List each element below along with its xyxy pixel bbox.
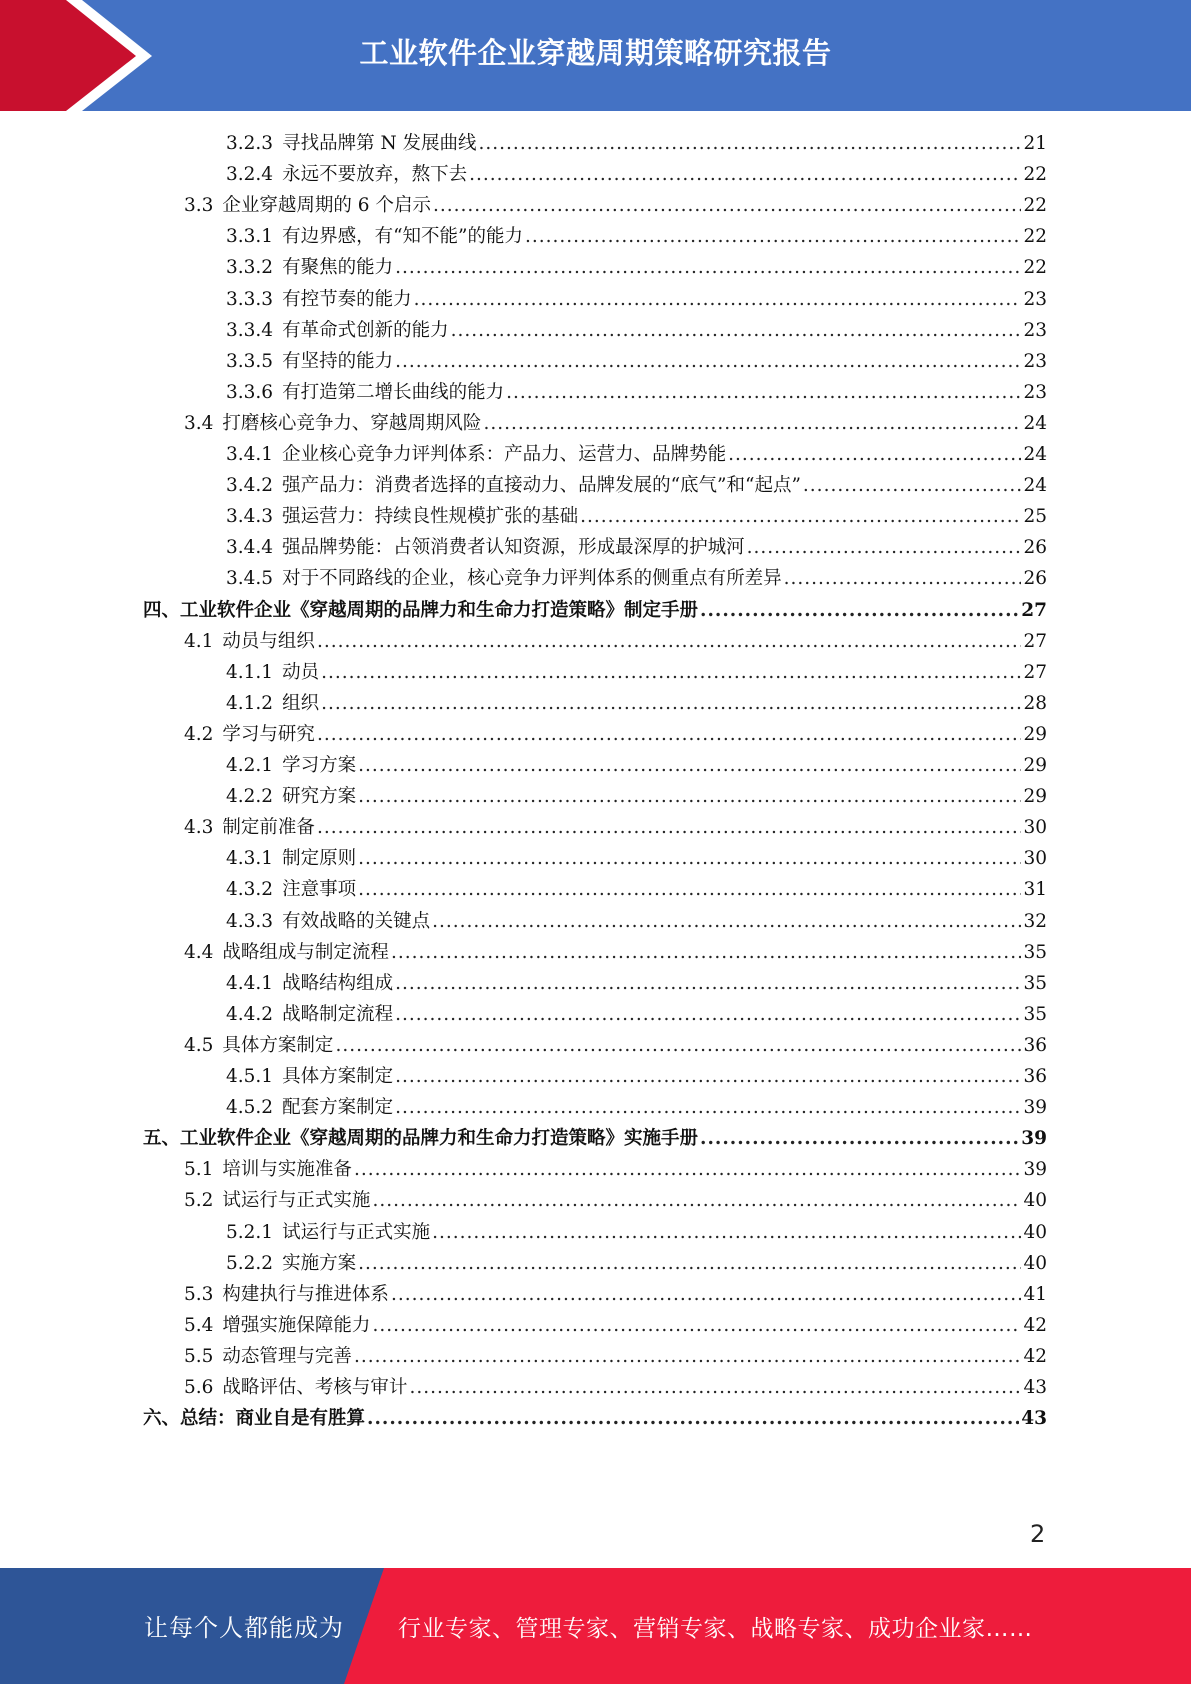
toc-entry-label: 试运行与正式实施	[222, 1190, 371, 1212]
toc-dot-leader	[372, 1310, 1021, 1341]
toc-dot-leader	[395, 999, 1021, 1030]
toc-entry-page: 29	[1023, 755, 1047, 776]
toc-dot-leader	[317, 812, 1022, 843]
toc-entry-label: 打磨核心竞争力、穿越周期风险	[222, 412, 482, 434]
toc-dot-leader	[479, 128, 1022, 159]
toc-entry-number: 3.4.3	[226, 506, 274, 528]
toc-entry-label: 战略制定流程	[282, 1003, 394, 1025]
toc-entry-label: 培训与实施准备	[222, 1159, 352, 1181]
toc-entry-page: 30	[1023, 817, 1047, 839]
toc-entry-label: 永远不要放弃，熬下去	[282, 164, 468, 186]
toc-entry-page: 24	[1023, 444, 1047, 465]
toc-entry-label: 研究方案	[282, 786, 357, 808]
toc-entry[interactable]	[226, 221, 1047, 252]
toc-entry-label: 构建执行与推进体系	[222, 1283, 389, 1305]
toc-dot-leader	[317, 626, 1022, 657]
toc-entry[interactable]	[226, 159, 1047, 190]
toc-entry-page: 24	[1023, 475, 1047, 497]
toc-dot-leader	[321, 657, 1021, 688]
toc-entry-number: 4.1	[184, 630, 214, 652]
toc-entry-page: 36	[1023, 1066, 1047, 1087]
toc-entry-page: 42	[1023, 1345, 1047, 1367]
toc-entry-page: 40	[1023, 1190, 1047, 1212]
toc-entry[interactable]	[226, 563, 1047, 594]
toc-dot-leader	[784, 563, 1022, 594]
toc-entry[interactable]	[226, 252, 1047, 283]
toc-entry-page: 22	[1023, 226, 1047, 248]
toc-entry-page: 35	[1023, 941, 1047, 963]
toc-dot-leader	[354, 1341, 1022, 1372]
toc-entry[interactable]	[184, 1310, 1047, 1341]
toc-entry-label: 战略组成与制定流程	[222, 941, 389, 963]
toc-entry-number: 5.2.1	[226, 1221, 274, 1243]
toc-entry[interactable]	[226, 1248, 1047, 1279]
page-number: 2	[1030, 1520, 1046, 1548]
toc-dot-leader	[367, 1403, 1019, 1434]
toc-entry-label: 工业软件企业《穿越周期的品牌力和生命力打造策略》实施手册	[180, 1128, 699, 1150]
toc-entry-label: 有打造第二增长曲线的能力	[282, 381, 505, 403]
toc-entry[interactable]	[226, 1061, 1047, 1092]
toc-entry-number: 3.4.5	[226, 568, 274, 590]
toc-entry-label: 强运营力：持续良性规模扩张的基础	[282, 506, 579, 528]
toc-dot-leader	[354, 1154, 1022, 1185]
toc-entry-page: 39	[1021, 1128, 1047, 1150]
toc-dot-leader	[358, 781, 1021, 812]
toc-entry-label: 有聚焦的能力	[282, 257, 394, 279]
toc-entry-page: 30	[1023, 848, 1047, 870]
toc-entry-number: 5.6	[184, 1377, 214, 1398]
toc-dot-leader	[747, 532, 1022, 563]
toc-entry-number: 3.4.1	[226, 444, 274, 465]
toc-entry-number: 3.3.4	[226, 319, 274, 341]
toc-entry-number: 5.4	[184, 1314, 214, 1336]
toc-entry-page: 35	[1023, 1003, 1047, 1025]
toc-entry-label: 有控节奏的能力	[282, 288, 412, 310]
toc-entry-label: 配套方案制定	[282, 1097, 394, 1119]
toc-entry-number: 3.2.4	[226, 164, 274, 186]
toc-entry-page: 22	[1023, 195, 1047, 217]
toc-entry-page: 23	[1023, 319, 1047, 341]
toc-entry-number: 4.3.1	[226, 848, 274, 870]
toc-entry-label: 企业穿越周期的 6 个启示	[222, 195, 431, 217]
page-header	[0, 0, 1191, 111]
toc-dot-leader	[433, 190, 1021, 221]
toc-entry-page: 39	[1023, 1097, 1047, 1119]
toc-entry[interactable]	[184, 1341, 1047, 1372]
toc-dot-leader	[432, 1217, 1021, 1248]
toc-entry[interactable]	[226, 1092, 1047, 1123]
toc-entry-label: 动员	[282, 661, 320, 683]
toc-entry-number: 3.4.2	[226, 475, 274, 497]
toc-entry-page: 22	[1023, 257, 1047, 279]
toc-entry-number: 3.2.3	[226, 133, 274, 154]
toc-entry-label: 组织	[282, 692, 320, 714]
toc-dot-leader	[483, 408, 1021, 439]
toc-entry-label: 实施方案	[282, 1252, 357, 1274]
toc-entry[interactable]	[184, 1030, 1047, 1061]
footer-slogan-left: 让每个人都能成为	[144, 1614, 344, 1642]
toc-entry[interactable]	[226, 346, 1047, 377]
toc-entry-number: 4.4.2	[226, 1003, 274, 1025]
toc-entry[interactable]	[226, 501, 1047, 532]
toc-dot-leader	[700, 1123, 1019, 1154]
toc-dot-leader	[395, 252, 1021, 283]
toc-entry[interactable]	[184, 626, 1047, 657]
toc-entry[interactable]	[226, 1217, 1047, 1248]
toc-entry[interactable]	[143, 1123, 1047, 1154]
toc-entry[interactable]	[226, 315, 1047, 346]
toc-entry-number: 4.3	[184, 817, 214, 839]
toc-dot-leader	[358, 843, 1021, 874]
toc-entry-label: 有边界感，有“知不能”的能力	[282, 226, 523, 248]
toc-dot-leader	[395, 1061, 1021, 1092]
toc-entry-page: 39	[1023, 1159, 1047, 1181]
toc-entry-page: 24	[1023, 412, 1047, 434]
toc-entry-label: 工业软件企业《穿越周期的品牌力和生命力打造策略》制定手册	[180, 599, 699, 621]
toc-entry-label: 企业核心竞争力评判体系：产品力、运营力、品牌势能	[282, 444, 727, 465]
toc-entry-page: 42	[1023, 1314, 1047, 1336]
toc-dot-leader	[317, 719, 1022, 750]
toc-dot-leader	[580, 501, 1021, 532]
toc-entry[interactable]	[143, 1403, 1047, 1434]
toc-entry[interactable]	[184, 1154, 1047, 1185]
toc-entry-number: 3.3.6	[226, 381, 274, 403]
toc-dot-leader	[525, 221, 1021, 252]
toc-entry-number: 4.2.2	[226, 786, 274, 808]
toc-entry-page: 40	[1023, 1252, 1047, 1274]
toc-dot-leader	[506, 377, 1021, 408]
toc-entry-number: 4.4	[184, 941, 214, 963]
toc-entry-page: 27	[1023, 661, 1047, 683]
toc-entry[interactable]	[184, 190, 1047, 221]
toc-dot-leader	[803, 470, 1022, 501]
toc-dot-leader	[728, 439, 1021, 470]
toc-dot-leader	[335, 1030, 1021, 1061]
toc-entry-page: 25	[1023, 506, 1047, 528]
toc-entry-label: 寻找品牌第 N 发展曲线	[282, 133, 477, 154]
toc-entry-number: 3.3.1	[226, 226, 274, 248]
toc-entry-label: 有坚持的能力	[282, 350, 394, 372]
toc-entry-number: 五、	[143, 1128, 181, 1150]
toc-entry-number: 六、	[143, 1408, 181, 1430]
toc-entry-label: 战略结构组成	[282, 972, 394, 994]
toc-entry[interactable]	[184, 937, 1047, 968]
toc-dot-leader	[700, 595, 1019, 626]
toc-entry[interactable]	[226, 750, 1047, 781]
toc-entry-page: 27	[1023, 630, 1047, 652]
toc-dot-leader	[391, 1279, 1022, 1310]
toc-entry-page: 21	[1023, 133, 1047, 154]
toc-entry-label: 注意事项	[282, 879, 357, 901]
page-footer	[0, 1568, 1191, 1684]
toc-entry[interactable]	[226, 532, 1047, 563]
toc-entry-page: 29	[1023, 786, 1047, 808]
toc-entry-number: 5.1	[184, 1159, 214, 1181]
toc-entry-label: 学习方案	[282, 755, 357, 776]
toc-entry-number: 5.2.2	[226, 1252, 274, 1274]
toc-entry-number: 3.3.5	[226, 350, 274, 372]
toc-entry-label: 动员与组织	[222, 630, 315, 652]
toc-entry[interactable]	[226, 439, 1047, 470]
toc-entry[interactable]	[226, 470, 1047, 501]
report-title: 工业软件企业穿越周期策略研究报告	[359, 36, 832, 70]
toc-entry-page: 23	[1023, 381, 1047, 403]
toc-entry-page: 29	[1023, 723, 1047, 745]
toc-entry[interactable]	[184, 1185, 1047, 1216]
toc-entry-label: 增强实施保障能力	[222, 1314, 371, 1336]
toc-dot-leader	[414, 284, 1022, 315]
toc-entry[interactable]	[226, 688, 1047, 719]
toc-entry[interactable]	[226, 377, 1047, 408]
toc-entry-page: 35	[1023, 972, 1047, 994]
toc-entry-number: 4.5	[184, 1034, 214, 1056]
toc-entry-label: 强品牌势能：占领消费者认知资源，形成最深厚的护城河	[282, 537, 745, 559]
toc-dot-leader	[451, 315, 1022, 346]
toc-entry[interactable]	[143, 595, 1047, 626]
toc-entry[interactable]	[226, 968, 1047, 999]
toc-entry-number: 3.3	[184, 195, 214, 217]
toc-entry-page: 23	[1023, 350, 1047, 372]
toc-entry-number: 3.4	[184, 412, 214, 434]
toc-entry-label: 试运行与正式实施	[282, 1221, 431, 1243]
toc-entry[interactable]	[226, 874, 1047, 905]
toc-entry-number: 4.3.3	[226, 910, 274, 932]
toc-dot-leader	[358, 874, 1021, 905]
toc-entry-page: 43	[1021, 1408, 1047, 1430]
toc-entry-number: 5.2	[184, 1190, 214, 1212]
toc-entry[interactable]	[226, 906, 1047, 937]
toc-entry-number: 5.3	[184, 1283, 214, 1305]
toc-dot-leader	[358, 1248, 1021, 1279]
toc-entry-number: 4.2.1	[226, 755, 274, 776]
footer-slogan-right: 行业专家、管理专家、营销专家、战略专家、成功企业家……	[398, 1616, 1033, 1642]
toc-entry-number: 4.2	[184, 723, 214, 745]
toc-dot-leader	[358, 750, 1021, 781]
toc-entry-page: 27	[1021, 599, 1047, 621]
toc-entry[interactable]	[184, 1372, 1047, 1403]
toc-entry-label: 总结：商业自是有胜算	[180, 1408, 366, 1430]
toc-entry[interactable]	[184, 812, 1047, 843]
toc-entry-page: 23	[1023, 288, 1047, 310]
toc-entry[interactable]	[184, 408, 1047, 439]
toc-dot-leader	[395, 968, 1021, 999]
toc-entry-label: 动态管理与完善	[222, 1345, 352, 1367]
toc-entry[interactable]	[184, 1279, 1047, 1310]
toc-dot-leader	[409, 1372, 1021, 1403]
toc-entry-page: 41	[1023, 1283, 1047, 1305]
toc-entry-label: 制定前准备	[222, 817, 315, 839]
toc-entry-page: 32	[1023, 910, 1047, 932]
toc-entry-label: 学习与研究	[222, 723, 315, 745]
toc-dot-leader	[395, 346, 1021, 377]
toc-entry[interactable]	[184, 719, 1047, 750]
toc-dot-leader	[469, 159, 1021, 190]
toc-dot-leader	[372, 1185, 1021, 1216]
toc-entry-label: 战略评估、考核与审计	[222, 1377, 408, 1398]
toc-entry-page: 36	[1023, 1034, 1047, 1056]
toc-entry-label: 具体方案制定	[282, 1066, 394, 1087]
toc-entry-page: 28	[1023, 692, 1047, 714]
toc-entry-page: 40	[1023, 1221, 1047, 1243]
toc-dot-leader	[391, 937, 1022, 968]
toc-entry-page: 22	[1023, 164, 1047, 186]
toc-entry-number: 4.1.1	[226, 661, 274, 683]
toc-entry-number: 4.1.2	[226, 692, 274, 714]
toc-entry-number: 5.5	[184, 1345, 214, 1367]
toc-entry-number: 4.5.2	[226, 1097, 274, 1119]
toc-entry[interactable]	[226, 781, 1047, 812]
toc-entry[interactable]	[226, 284, 1047, 315]
toc-entry-label: 具体方案制定	[222, 1034, 334, 1056]
toc-entry-number: 3.4.4	[226, 537, 274, 559]
toc-dot-leader	[395, 1092, 1021, 1123]
toc-entry-label: 有革命式创新的能力	[282, 319, 449, 341]
toc-entry-number: 四、	[143, 599, 181, 621]
toc-entry-label: 对于不同路线的企业，核心竞争力评判体系的侧重点有所差异	[282, 568, 782, 590]
toc-entry-page: 43	[1023, 1377, 1047, 1398]
toc-entry[interactable]	[226, 128, 1047, 159]
toc-entry[interactable]	[226, 999, 1047, 1030]
toc-entry-number: 4.5.1	[226, 1066, 274, 1087]
toc-entry-page: 31	[1023, 879, 1047, 901]
toc-entry-number: 4.4.1	[226, 972, 274, 994]
toc-entry-page: 26	[1023, 537, 1047, 559]
toc-entry[interactable]	[226, 843, 1047, 874]
toc-entry[interactable]	[226, 657, 1047, 688]
toc-entry-label: 制定原则	[282, 848, 357, 870]
toc-dot-leader	[321, 688, 1021, 719]
toc-dot-leader	[432, 906, 1021, 937]
toc-entry-number: 4.3.2	[226, 879, 274, 901]
toc-entry-number: 3.3.2	[226, 257, 274, 279]
toc-entry-label: 有效战略的关键点	[282, 910, 431, 932]
toc-entry-page: 26	[1023, 568, 1047, 590]
toc-entry-number: 3.3.3	[226, 288, 274, 310]
toc-entry-label: 强产品力：消费者选择的直接动力、品牌发展的“底气”和“起点”	[282, 475, 801, 497]
